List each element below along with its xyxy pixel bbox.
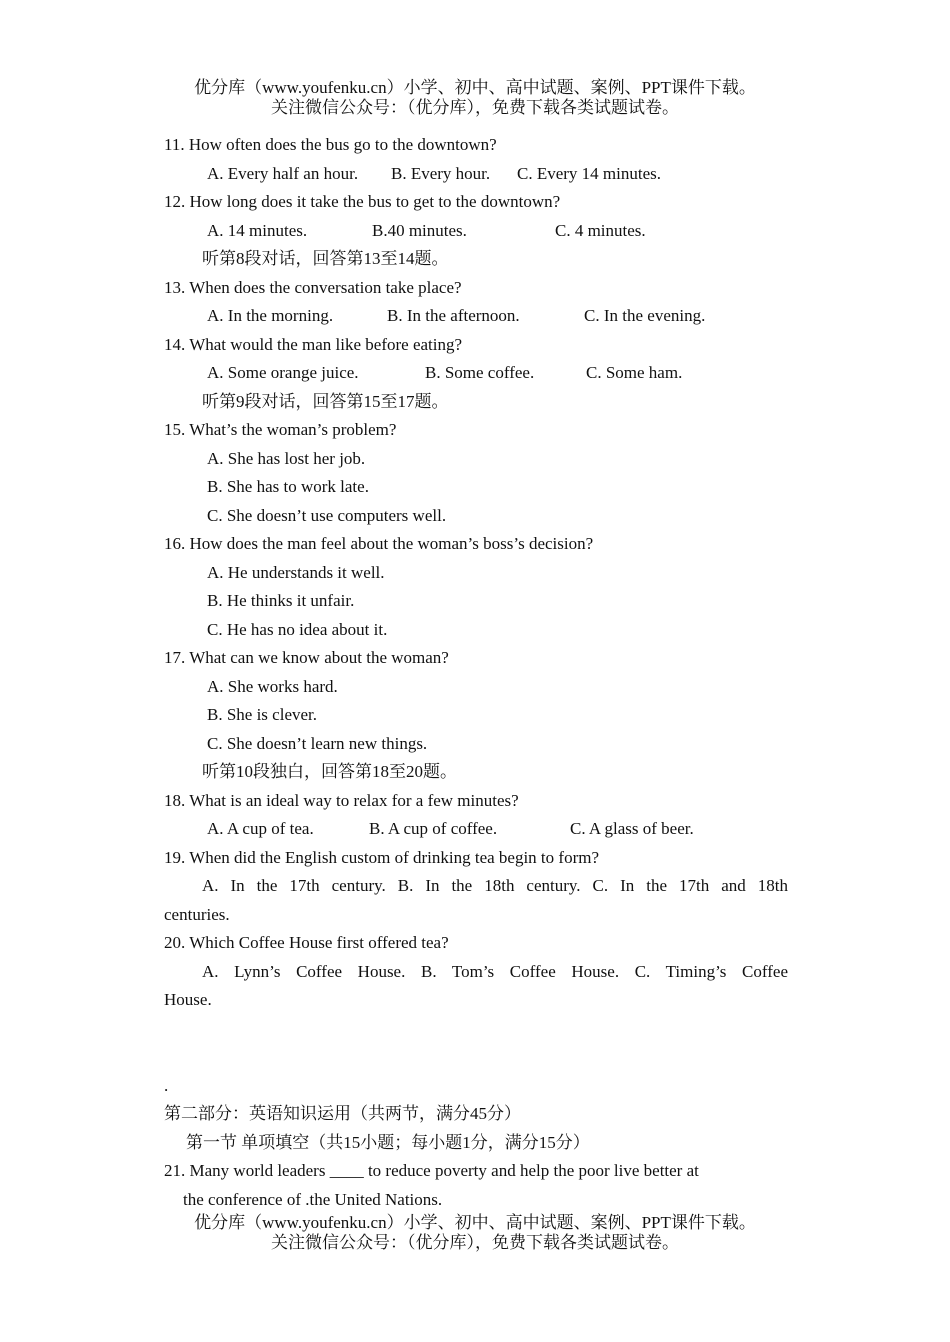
section-9-instruction: 听第9段对话，回答第15至17题。 (202, 391, 449, 411)
option-a: A. 14 minutes. (207, 220, 308, 240)
question-13-stem: 13. When does the conversation take place? (164, 277, 462, 297)
option-c: C. Some ham. (586, 363, 683, 382)
question-19-options-continued: centuries. (164, 904, 230, 924)
question-15-option-a: A. She has lost her job. (207, 448, 366, 468)
stray-dot: . (164, 1075, 169, 1095)
question-18-stem: 18. What is an ideal way to relax for a few minutes? (164, 790, 519, 810)
question-11-stem: 11. How often does the bus go to the downtown? (164, 135, 497, 154)
part-2-section-1-title: 第一节 单项填空（共15小题；每小题1分，满分15分） (186, 1132, 590, 1152)
question-13-options (164, 302, 788, 331)
question-17-option-b: B. She is clever. (207, 705, 318, 724)
question-15-option-b: B. She has to work late. (207, 477, 369, 496)
question-15-stem: 15. What’s the woman’s problem? (164, 420, 397, 439)
question-20-stem: 20. Which Coffee House first offered tea? (164, 933, 449, 952)
exam-content (164, 131, 788, 1214)
question-20-options-continued: House. (164, 990, 212, 1009)
option-b: B.40 minutes. (372, 220, 467, 240)
header-line-2: 关注微信公众号：（优分库），免费下载各类试题试卷。 (271, 98, 679, 117)
page-footer (0, 1213, 950, 1253)
option-b: B. Every hour. (391, 163, 491, 183)
question-19-options: A. In the 17th century. B. In the 18th century. C. In the 17th and 18th (202, 876, 788, 895)
question-14-options (164, 359, 788, 388)
question-16-stem: 16. How does the man feel about the woman’s boss’s decision? (164, 534, 594, 553)
section-8-instruction: 听第8段对话，回答第13至14题。 (202, 249, 449, 268)
question-14-stem: 14. What would the man like before eating? (164, 334, 463, 354)
option-b: B. In the afternoon. (387, 306, 520, 325)
question-21-line-1: 21. Many world leaders ____ to reduce poverty and help the poor live better at (164, 1161, 699, 1180)
option-c: C. A glass of beer. (570, 819, 694, 838)
question-12-options (164, 217, 788, 246)
part-2-title: 第二部分：英语知识运用（共两节，满分45分） (164, 1104, 521, 1123)
question-17-option-a: A. She works hard. (207, 676, 338, 696)
question-21-line-2: the conference of .the United Nations. (183, 1189, 443, 1209)
question-11-options (164, 160, 788, 189)
question-12-stem: 12. How long does it take the bus to get to the downtown? (164, 192, 561, 211)
footer-line-1: 优分库（www.youfenku.cn）小学、初中、高中试题、案例、PPT课件下载。 (194, 1213, 756, 1232)
question-19-stem: 19. When did the English custom of drinking tea begin to form? (164, 847, 599, 867)
option-a: A. In the morning. (207, 306, 334, 325)
option-c: C. 4 minutes. (555, 220, 646, 240)
question-15-option-c: C. She doesn’t use computers well. (207, 505, 447, 525)
question-16-option-b: B. He thinks it unfair. (207, 591, 355, 610)
page-header (0, 78, 950, 118)
question-16-option-c: C. He has no idea about it. (207, 619, 388, 639)
option-a: A. Some orange juice. (207, 363, 359, 382)
question-17-option-c: C. She doesn’t learn new things. (207, 733, 428, 753)
option-a: A. Every half an hour. (207, 163, 359, 183)
question-20-options: A. Lynn’s Coffee House. B. Tom’s Coffee House. C. Timing’s Coffee (202, 961, 788, 981)
option-c: C. In the evening. (584, 306, 706, 325)
footer-line-2: 关注微信公众号：（优分库），免费下载各类试题试卷。 (271, 1233, 679, 1252)
option-c: C. Every 14 minutes. (517, 163, 662, 183)
option-b: B. A cup of coffee. (369, 819, 498, 838)
question-18-options (164, 815, 788, 844)
section-10-instruction: 听第10段独白，回答第18至20题。 (202, 762, 457, 781)
header-line-1: 优分库（www.youfenku.cn）小学、初中、高中试题、案例、PPT课件下载。 (194, 78, 756, 97)
question-17-stem: 17. What can we know about the woman? (164, 648, 449, 667)
option-a: A. A cup of tea. (207, 819, 314, 838)
question-16-option-a: A. He understands it well. (207, 562, 385, 582)
option-b: B. Some coffee. (425, 363, 535, 382)
